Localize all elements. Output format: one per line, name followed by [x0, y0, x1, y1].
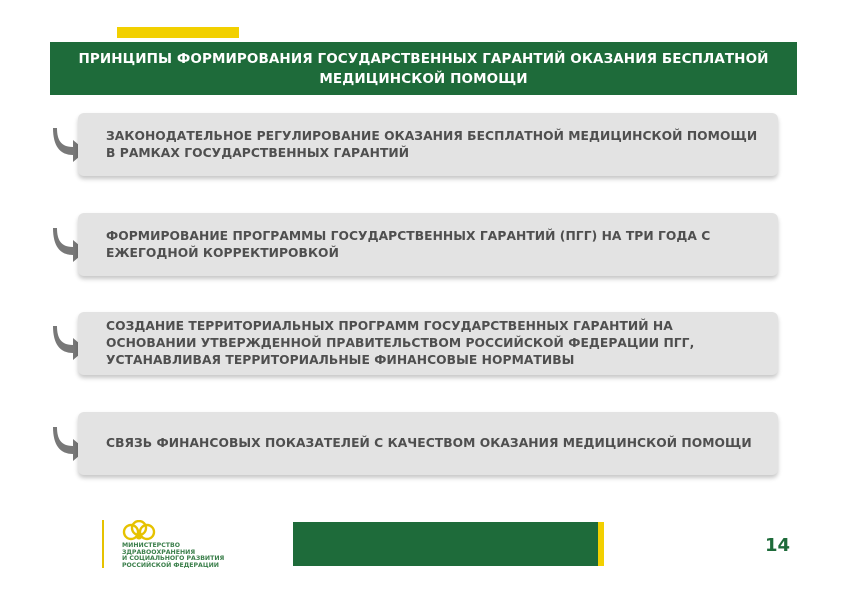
ministry-emblem-icon: [122, 520, 156, 544]
principle-item-text: ЗАКОНОДАТЕЛЬНОЕ РЕГУЛИРОВАНИЕ ОКАЗАНИЯ БЕСПЛАТНОЙ МЕДИЦИНСКОЙ ПОМОЩИ В РАМКАХ ГОСУДАРСТВЕННЫХ ГАРАНТИЙ: [106, 128, 758, 160]
logo-divider: [102, 520, 104, 568]
page-number: 14: [764, 535, 790, 556]
ministry-name-line: ЗДРАВООХРАНЕНИЯ: [122, 548, 196, 556]
ministry-name: [122, 543, 272, 569]
footer-green-bar: [293, 522, 604, 566]
principle-item-3: [78, 312, 778, 375]
principle-item-1: [78, 113, 778, 176]
ministry-logo: [102, 520, 262, 568]
principle-item-4: [78, 412, 778, 475]
ministry-name-line: РОССИЙСКОЙ ФЕДЕРАЦИИ: [122, 561, 219, 569]
slide-title: ПРИНЦИПЫ ФОРМИРОВАНИЯ ГОСУДАРСТВЕННЫХ ГАРАНТИЙ ОКАЗАНИЯ БЕСПЛАТНОЙ МЕДИЦИНСКОЙ ПОМОЩИ: [78, 50, 769, 87]
principle-item-text: СВЯЗЬ ФИНАНСОВЫХ ПОКАЗАТЕЛЕЙ С КАЧЕСТВОМ ОКАЗАНИЯ МЕДИЦИНСКОЙ ПОМОЩИ: [106, 436, 752, 450]
ministry-name-line: И СОЦИАЛЬНОГО РАЗВИТИЯ: [122, 555, 225, 562]
principle-item-text: СОЗДАНИЕ ТЕРРИТОРИАЛЬНЫХ ПРОГРАММ ГОСУДАРСТВЕННЫХ ГАРАНТИЙ НА ОСНОВАНИИ УТВЕРЖДЕННОЙ ПРАВИТЕЛЬСТВОМ РОССИЙСКОЙ ФЕДЕРАЦИИ ПГГ, УСТАНАВЛИВАЯ ТЕРРИТОРИАЛЬНЫЕ ФИНАНСОВЫЕ НОРМАТИВЫ: [106, 319, 695, 367]
principle-item-text: ФОРМИРОВАНИЕ ПРОГРАММЫ ГОСУДАРСТВЕННЫХ ГАРАНТИЙ (ПГГ) НА ТРИ ГОДА С ЕЖЕГОДНОЙ КОРРЕКТИРОВКОЙ: [106, 228, 711, 260]
ministry-name-line: МИНИСТЕРСТВО: [122, 542, 180, 549]
principle-item-2: [78, 213, 778, 276]
